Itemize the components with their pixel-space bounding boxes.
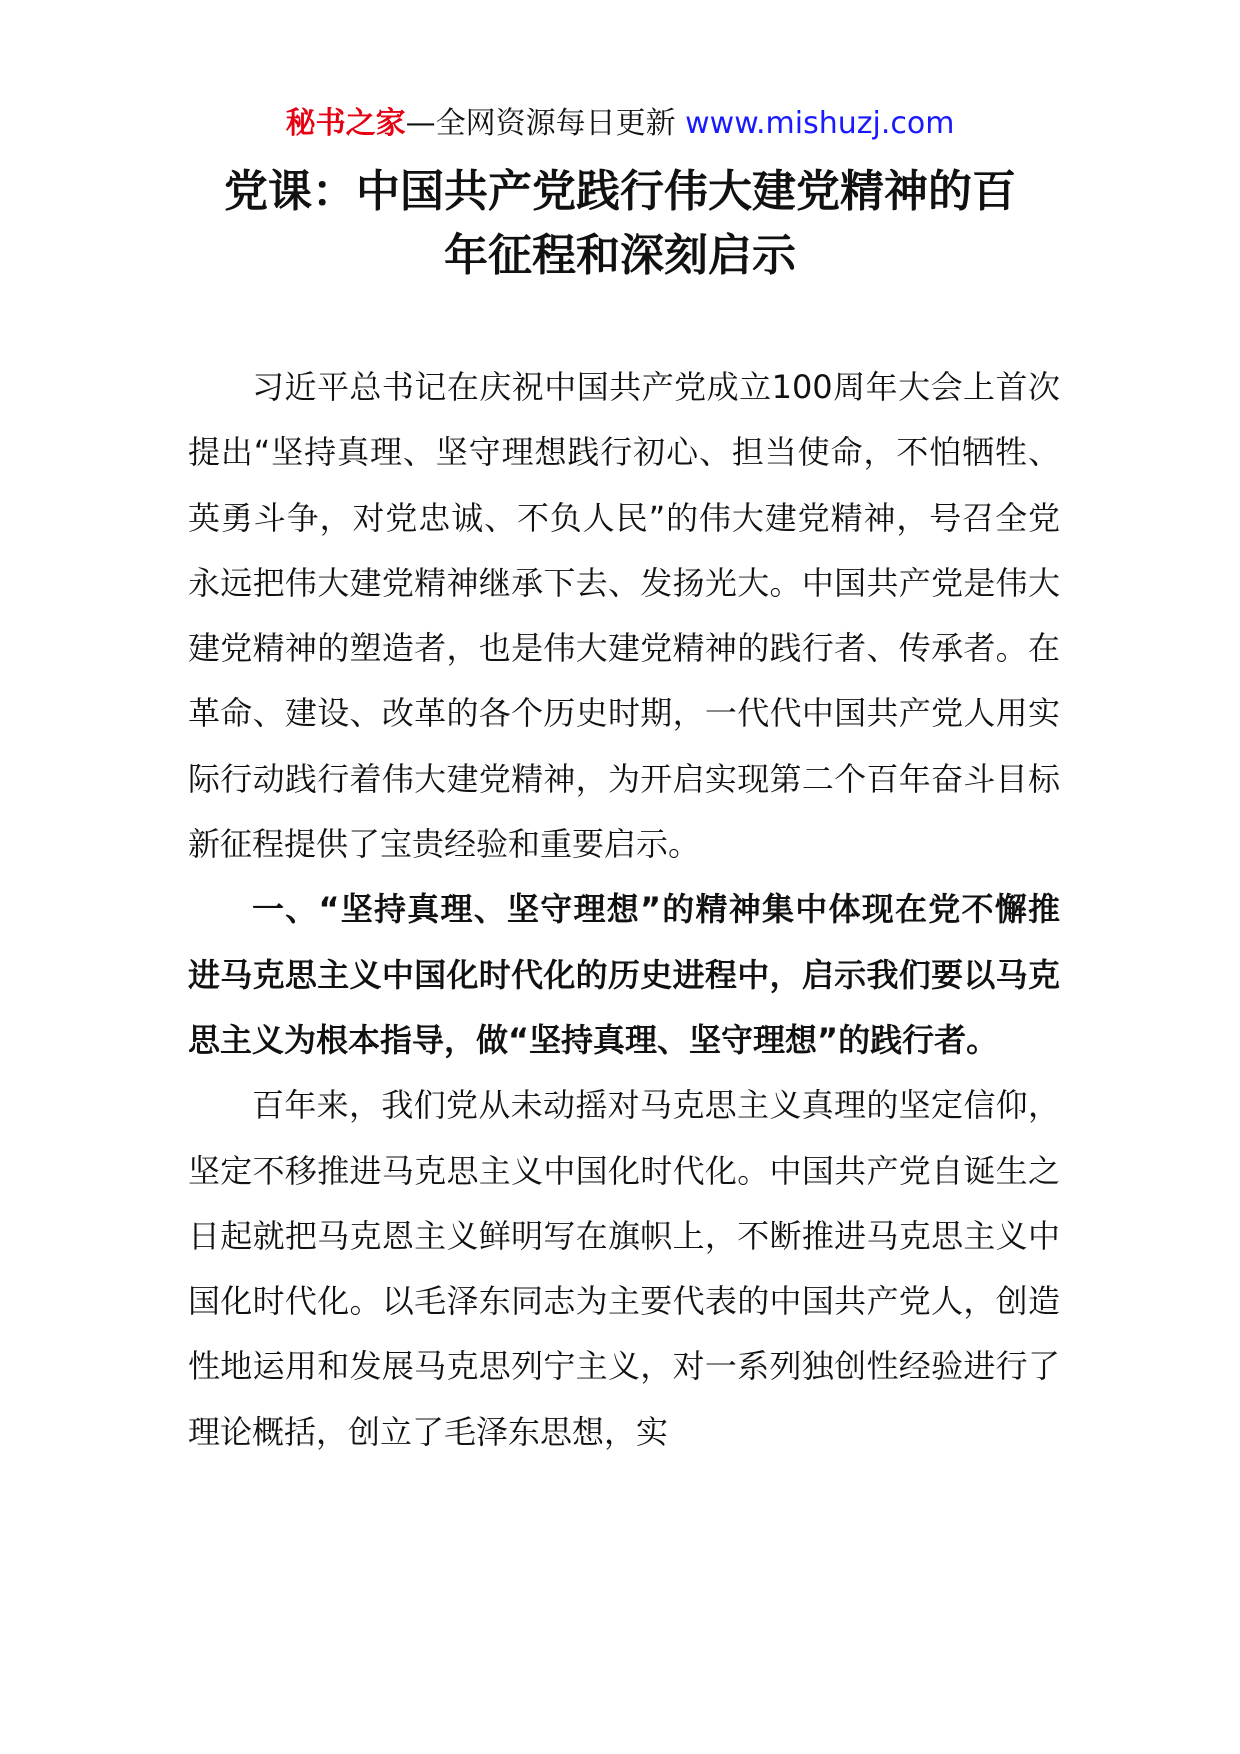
header-slogan: —全网资源每日更新 — [405, 106, 676, 141]
brand-name: 秘书之家 — [285, 106, 406, 141]
document-title — [170, 160, 1070, 288]
title-line-2: 年征程和深刻启示 — [444, 230, 796, 281]
section-heading-1: 一、“坚持真理、坚守理想”的精神集中体现在党不懈推进马克思主义中国化时代化的历史进程中，启示我们要以马克思主义为根本指导，做“坚持真理、坚守理想”的践行者。 — [188, 890, 1060, 1059]
site-header — [0, 102, 1240, 146]
site-url-link[interactable]: www.mishuzj.com — [685, 106, 955, 141]
body-paragraph-intro: 习近平总书记在庆祝中国共产党成立100周年大会上首次提出“坚持真理、坚守理想践行初心、担当使命，不怕牺牲、英勇斗争，对党忠诚、不负人民”的伟大建党精神，号召全党永远把伟大建党精神继承下去、发扬光大。中国共产党是伟大建党精神的塑造者，也是伟大建党精神的践行者、传承者。在革命、建设、改革的各个历史时期，一代代中国共产党人用实际行动践行着伟大建党精神，为开启实现第二个百年奋斗目标新征程提供了宝贵经验和重要启示。 — [188, 368, 1060, 864]
title-line-1: 党课：中国共产党践行伟大建党精神的百 — [224, 166, 1016, 217]
body-paragraph-section-1: 百年来，我们党从未动摇对马克思主义真理的坚定信仰，坚定不移推进马克思主义中国化时代化。中国共产党自诞生之日起就把马克恩主义鲜明写在旗帜上，不断推进马克思主义中国化时代化。以毛泽东同志为主要代表的中国共产党人，创造性地运用和发展马克思列宁主义，对一系列独创性经验进行了理论概括，创立了毛泽东思想，实 — [188, 1086, 1060, 1451]
document-body — [188, 355, 1060, 1465]
